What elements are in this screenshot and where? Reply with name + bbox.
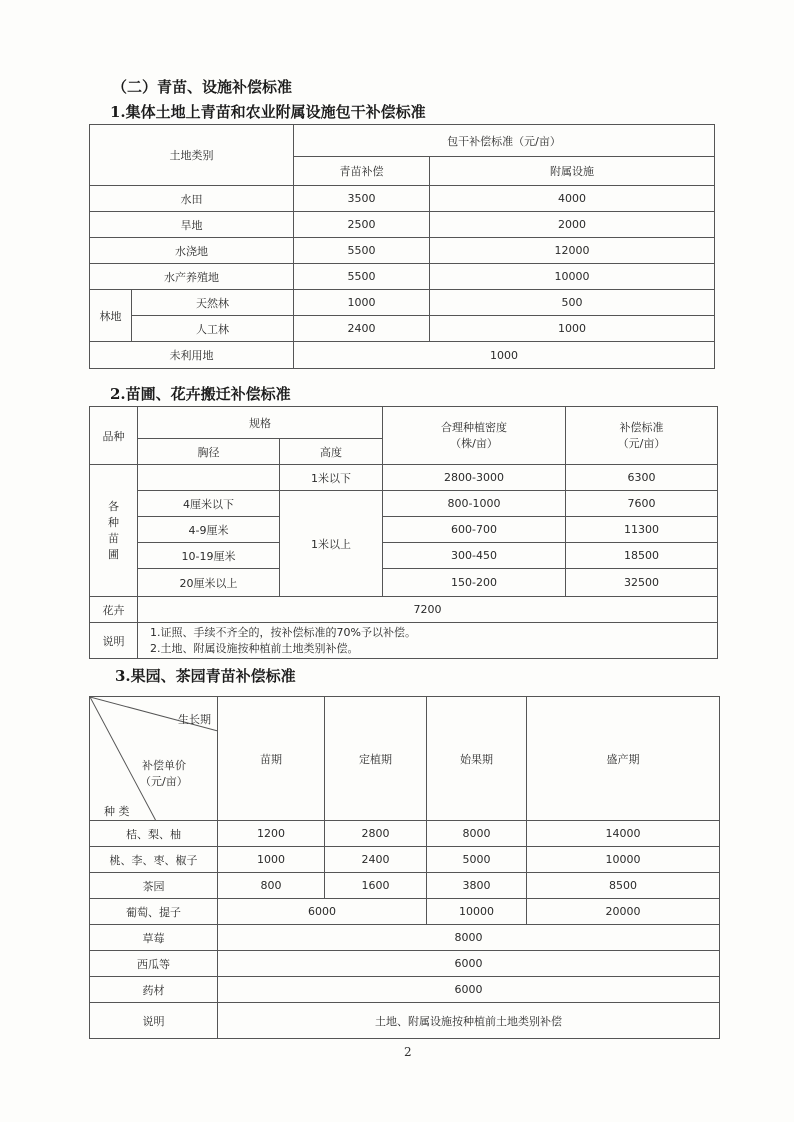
header-land-type: 土地类别: [90, 125, 294, 186]
table3-orchard-compensation: [89, 696, 720, 1039]
table-row: [90, 925, 720, 951]
table-row: [90, 517, 718, 543]
page-number: 2: [404, 1045, 412, 1059]
header-density-label: 合理种植密度: [441, 420, 507, 434]
table-row: [90, 212, 715, 238]
value-cell: 8000: [427, 821, 527, 847]
table-row: [90, 465, 718, 491]
kind-cell: 茶园: [90, 873, 218, 899]
table-row: [90, 238, 715, 264]
facility-cell: 4000: [430, 186, 715, 212]
header-standard-label: 补偿标准: [619, 420, 664, 434]
crop-cell: 3500: [294, 186, 430, 212]
nursery-char: 种: [108, 515, 119, 529]
diameter-cell: 4厘米以下: [138, 491, 280, 517]
value-cell: 6000: [218, 977, 720, 1003]
note-label: 说明: [90, 623, 138, 659]
diagonal-header: [90, 697, 218, 821]
land-type-cell: 旱地: [90, 212, 294, 238]
period-seedling: 苗期: [218, 697, 325, 821]
header-package: 包干补偿标准（元/亩）: [294, 125, 715, 157]
diameter-cell: [138, 465, 280, 491]
kind-cell: 西瓜等: [90, 951, 218, 977]
value-cell: 10000: [527, 847, 720, 873]
table-row: [90, 977, 720, 1003]
standard-cell: 11300: [566, 517, 718, 543]
section-title: （二）青苗、设施补偿标准: [112, 78, 293, 96]
nursery-label: [90, 465, 138, 597]
facility-cell: 500: [430, 290, 715, 316]
diag-kind-label: 种 类: [104, 805, 130, 818]
nursery-char: 各: [108, 499, 119, 513]
diag-price-label: 补偿单价: [142, 759, 186, 772]
diag-growth-label: 生长期: [178, 713, 211, 726]
value-cell: 14000: [527, 821, 720, 847]
kind-cell: 草莓: [90, 925, 218, 951]
flower-value: 7200: [138, 597, 718, 623]
diameter-cell: 10-19厘米: [138, 543, 280, 569]
value-cell: 10000: [427, 899, 527, 925]
table3-heading: 3.果园、茶园青苗补偿标准: [115, 667, 296, 685]
facility-cell: 12000: [430, 238, 715, 264]
table2-nursery-compensation: [89, 406, 718, 659]
table-row: [90, 569, 718, 597]
value-cell: 6000: [218, 951, 720, 977]
value-cell: 2400: [325, 847, 427, 873]
facility-cell: 10000: [430, 264, 715, 290]
forest-label: 林地: [90, 290, 132, 342]
table-row: [90, 342, 715, 369]
crop-cell: 1000: [294, 290, 430, 316]
nursery-char: 苗: [108, 531, 119, 545]
table-row: [90, 899, 720, 925]
note-cell: [138, 623, 718, 659]
value-cell: 8500: [527, 873, 720, 899]
header-crop: 青苗补偿: [294, 157, 430, 186]
land-type-cell: 天然林: [132, 290, 294, 316]
table-row: [90, 316, 715, 342]
crop-cell: 2400: [294, 316, 430, 342]
value-cell: 6000: [218, 899, 427, 925]
table-row: [90, 1003, 720, 1039]
diameter-cell: 4-9厘米: [138, 517, 280, 543]
kind-cell: 葡萄、提子: [90, 899, 218, 925]
table-row: [90, 491, 718, 517]
value-cell: 1000: [218, 847, 325, 873]
flower-label: 花卉: [90, 597, 138, 623]
value-cell: 8000: [218, 925, 720, 951]
density-cell: 300-450: [383, 543, 566, 569]
value-cell: 1200: [218, 821, 325, 847]
note-line: 2.土地、附属设施按种植前土地类别补偿。: [150, 641, 359, 655]
facility-cell: 1000: [430, 316, 715, 342]
header-diameter: 胸径: [138, 439, 280, 465]
period-fruiting: 始果期: [427, 697, 527, 821]
note-line: 1.证照、手续不齐全的，按补偿标准的70%予以补偿。: [150, 625, 416, 639]
table-row: [90, 290, 715, 316]
standard-cell: 7600: [566, 491, 718, 517]
height-cell: 1米以下: [280, 465, 383, 491]
facility-cell: 2000: [430, 212, 715, 238]
kind-cell: 药材: [90, 977, 218, 1003]
header-standard-unit: （元/亩）: [617, 436, 666, 450]
value-cell: 3800: [427, 873, 527, 899]
value-cell: 2800: [325, 821, 427, 847]
table-row: [90, 847, 720, 873]
standard-cell: 32500: [566, 569, 718, 597]
note-label: 说明: [90, 1003, 218, 1039]
value-cell: 1600: [325, 873, 427, 899]
land-type-cell: 水产养殖地: [90, 264, 294, 290]
table-row: [90, 623, 718, 659]
note-cell: 土地、附属设施按种植前土地类别补偿: [218, 1003, 720, 1039]
value-cell: 800: [218, 873, 325, 899]
table-row: [90, 597, 718, 623]
crop-cell: 5500: [294, 238, 430, 264]
table1-heading: 1.集体土地上青苗和农业附属设施包干补偿标准: [110, 103, 426, 121]
density-cell: 600-700: [383, 517, 566, 543]
height-cell: 1米以上: [280, 491, 383, 597]
header-standard: [566, 407, 718, 465]
table-row: [90, 951, 720, 977]
nursery-char: 圃: [108, 547, 119, 561]
table-row: [90, 186, 715, 212]
land-type-cell: 水浇地: [90, 238, 294, 264]
kind-cell: 桔、梨、柚: [90, 821, 218, 847]
standard-cell: 6300: [566, 465, 718, 491]
period-planting: 定植期: [325, 697, 427, 821]
unused-value-cell: 1000: [294, 342, 715, 369]
header-facility: 附属设施: [430, 157, 715, 186]
crop-cell: 2500: [294, 212, 430, 238]
table-row: [90, 821, 720, 847]
table1-land-compensation: [89, 124, 715, 369]
table-row: [90, 873, 720, 899]
value-cell: 20000: [527, 899, 720, 925]
land-type-cell: 人工林: [132, 316, 294, 342]
density-cell: 150-200: [383, 569, 566, 597]
header-density: [383, 407, 566, 465]
standard-cell: 18500: [566, 543, 718, 569]
value-cell: 5000: [427, 847, 527, 873]
table2-heading: 2.苗圃、花卉搬迁补偿标准: [110, 385, 291, 403]
diameter-cell: 20厘米以上: [138, 569, 280, 597]
land-type-cell: 未利用地: [90, 342, 294, 369]
table-row: [90, 543, 718, 569]
density-cell: 2800-3000: [383, 465, 566, 491]
land-type-cell: 水田: [90, 186, 294, 212]
density-cell: 800-1000: [383, 491, 566, 517]
crop-cell: 5500: [294, 264, 430, 290]
header-spec: 规格: [138, 407, 383, 439]
header-density-unit: （株/亩）: [450, 436, 498, 450]
table-row: [90, 264, 715, 290]
header-height: 高度: [280, 439, 383, 465]
period-peak: 盛产期: [527, 697, 720, 821]
diag-unit-label: （元/亩）: [140, 775, 188, 788]
kind-cell: 桃、李、枣、椒子: [90, 847, 218, 873]
header-variety: 品种: [90, 407, 138, 465]
